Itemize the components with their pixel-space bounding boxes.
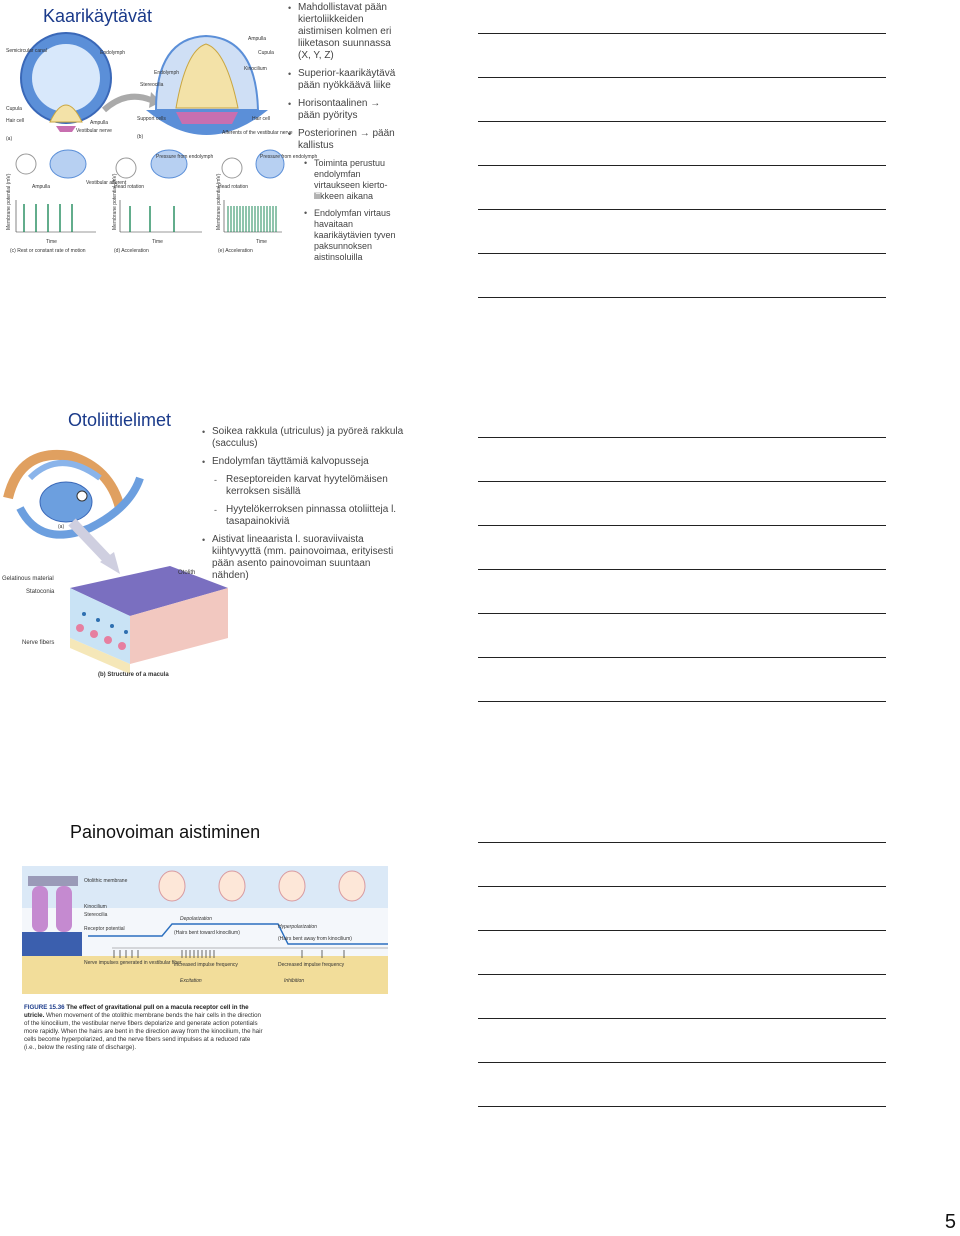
label-stereocilia: Stereocilia bbox=[140, 82, 164, 88]
label-inhibition: Inhibition bbox=[284, 978, 305, 984]
note-line[interactable] bbox=[478, 1062, 886, 1063]
note-line[interactable] bbox=[478, 297, 886, 298]
note-line[interactable] bbox=[478, 701, 886, 702]
label-cupula-b: Cupula bbox=[258, 50, 274, 56]
label-endolymph: Endolymph bbox=[100, 50, 126, 56]
label-pressure-d: Pressure from endolymph bbox=[156, 154, 214, 160]
otolith-figure bbox=[0, 438, 232, 684]
label-rest: (c) Rest or constant rate of motion bbox=[10, 248, 86, 254]
bullet: • Superior-kaarikäytävä pään nyökkäävä liike bbox=[288, 68, 403, 92]
bullet: • Aistivat lineaarista l. suoraviivaista kiihtyvyyttä (mm. painovoimaa, erityisesti pään asento painovoiman suuntaan nähden) bbox=[202, 534, 408, 582]
label-panel-b: (b) bbox=[137, 134, 144, 140]
label-gelatinous: Gelatinous material bbox=[2, 576, 54, 582]
page-number: 5 bbox=[944, 1211, 956, 1233]
label-kinocilium: Kinocilium bbox=[244, 66, 267, 72]
label-stereocilia: Stereocilia bbox=[84, 912, 108, 918]
note-line[interactable] bbox=[478, 1106, 886, 1107]
label-panel-a: (a) bbox=[6, 136, 13, 142]
label-structure: (b) Structure of a macula bbox=[98, 672, 169, 678]
bullet: • Soikea rakkula (utriculus) ja pyöreä rakkula (sacculus) bbox=[202, 426, 408, 450]
label-afferents: Afferents of the vestibular nerve bbox=[222, 130, 293, 136]
semicircular-canal-figure bbox=[6, 30, 318, 256]
sub-bullet: • Toiminta perustuu endolymfan virtaukseen kierto-liikkeen aikana bbox=[288, 158, 403, 202]
label-otolith: Otolith bbox=[178, 570, 196, 576]
label-semicircular-canal: Semicircular canal bbox=[6, 48, 47, 54]
label-membrane-potential-c: Membrane potential (mV) bbox=[6, 173, 12, 230]
label-nerve-impulses: Nerve impulses generated in vestibular fiber bbox=[84, 960, 182, 966]
note-line[interactable] bbox=[478, 165, 886, 166]
label-nerve-fibers: Nerve fibers bbox=[22, 640, 55, 646]
note-line[interactable] bbox=[478, 525, 886, 526]
label-kinocilium: Kinocilium bbox=[84, 904, 107, 910]
caption-figure-no: FIGURE 15.36 bbox=[24, 1004, 65, 1011]
bullet: • Posteriorinen → pään kallistus bbox=[288, 128, 403, 152]
note-line[interactable] bbox=[478, 121, 886, 122]
slide-2-bullets bbox=[202, 426, 408, 588]
label-time-c: Time bbox=[46, 239, 57, 245]
label-hair-cell-b: Hair cell bbox=[252, 116, 271, 122]
note-line[interactable] bbox=[478, 842, 886, 843]
figure-caption bbox=[24, 1004, 264, 1052]
label-head-rotation-e: Head rotation bbox=[218, 184, 249, 190]
bullet: • Horisontaalinen → pään pyöritys bbox=[288, 98, 403, 122]
label-otolithic-membrane: Otolithic membrane bbox=[84, 878, 128, 884]
label-vestibular-nerve: Vestibular nerve bbox=[76, 128, 112, 134]
label-ampulla-a: Ampulla bbox=[90, 120, 109, 126]
note-line[interactable] bbox=[478, 33, 886, 34]
label-hairs-toward: (Hairs bent toward kinocilium) bbox=[174, 930, 240, 936]
bullet: • Endolymfan täyttämiä kalvopusseja bbox=[202, 456, 408, 468]
sub-bullet: • Endolymfan virtaus havaitaan kaarikäytävien tyven paksunnoksen aistinsoluilla bbox=[288, 208, 403, 263]
caption-title: The effect of gravitational pull on a macula receptor cell in the utricle. bbox=[24, 1004, 249, 1019]
label-membrane-potential-d: Membrane potential (mV) bbox=[112, 173, 118, 230]
note-line[interactable] bbox=[478, 657, 886, 658]
note-line[interactable] bbox=[478, 77, 886, 78]
label-time-e: Time bbox=[256, 239, 267, 245]
label-endolymph-b: Endolymph bbox=[154, 70, 180, 76]
note-line[interactable] bbox=[478, 481, 886, 482]
note-line[interactable] bbox=[478, 437, 886, 438]
label-panel-a: (a) bbox=[58, 524, 65, 530]
note-line[interactable] bbox=[478, 613, 886, 614]
slide-1-bullets bbox=[288, 2, 403, 269]
label-ampulla-c: Ampulla bbox=[32, 184, 51, 190]
panel-c bbox=[6, 150, 127, 254]
gravity-figure bbox=[22, 866, 388, 996]
label-hair-cell-a: Hair cell bbox=[6, 118, 25, 124]
bullet: • Mahdollistavat pään kiertoliikkeiden aistimisen kolmen eri liiketason suunnassa (X, Y, Z) bbox=[288, 2, 403, 62]
label-time-d: Time bbox=[152, 239, 163, 245]
note-line[interactable] bbox=[478, 1018, 886, 1019]
note-line[interactable] bbox=[478, 569, 886, 570]
dash-bullet: - Hyytelökerroksen pinnassa otoliitteja l. tasapainokiviä bbox=[202, 504, 408, 528]
label-cupula-a: Cupula bbox=[6, 106, 22, 112]
label-hyperpolarization: Hyperpolarization bbox=[278, 924, 317, 930]
note-line[interactable] bbox=[478, 886, 886, 887]
slide-2-title: Otoliittielimet bbox=[68, 410, 172, 430]
label-increased: Increased impulse frequency bbox=[174, 962, 238, 968]
slide-1-title: Kaarikäytävät bbox=[43, 6, 153, 26]
note-line[interactable] bbox=[478, 253, 886, 254]
label-pressure-e: Pressure from endolymph bbox=[260, 154, 318, 160]
label-membrane-potential-e: Membrane potential (mV) bbox=[216, 173, 222, 230]
label-acceleration-e: (e) Acceleration bbox=[218, 248, 253, 254]
note-line[interactable] bbox=[478, 974, 886, 975]
label-hairs-away: (Hairs bent away from kinocilium) bbox=[278, 936, 352, 942]
label-ampulla-b: Ampulla bbox=[248, 36, 267, 42]
note-line[interactable] bbox=[478, 209, 886, 210]
label-acceleration-d: (d) Acceleration bbox=[114, 248, 149, 254]
label-vestibular-afferent: Vestibular afferent bbox=[86, 180, 127, 186]
label-receptor-potential: Receptor potential bbox=[84, 926, 125, 932]
note-line[interactable] bbox=[478, 930, 886, 931]
dash-bullet: - Reseptoreiden karvat hyytelömäisen kerroksen sisällä bbox=[202, 474, 408, 498]
label-depolarization: Depolarization bbox=[180, 916, 212, 922]
slide-3-title: Painovoiman aistiminen bbox=[70, 822, 261, 842]
label-excitation: Excitation bbox=[180, 978, 202, 984]
caption-body: When movement of the otolithic membrane bends the hair cells in the direction of the kinocilium, the vestibular nerve fibers depolarize and generate action potentials more rapidly. When the hairs are bent in the direction away from the kinocilium, the hair cells become hyperpolarized, and the nerve fibers send impulses at a reduced rate (i.e., below the resting rate of discharge). bbox=[24, 1012, 263, 1051]
label-head-rotation-d: Head rotation bbox=[114, 184, 145, 190]
panel-d bbox=[112, 150, 213, 254]
label-support-cells: Support cells bbox=[137, 116, 166, 122]
label-statoconia: Statoconia bbox=[26, 589, 55, 595]
label-decreased: Decreased impulse frequency bbox=[278, 962, 345, 968]
